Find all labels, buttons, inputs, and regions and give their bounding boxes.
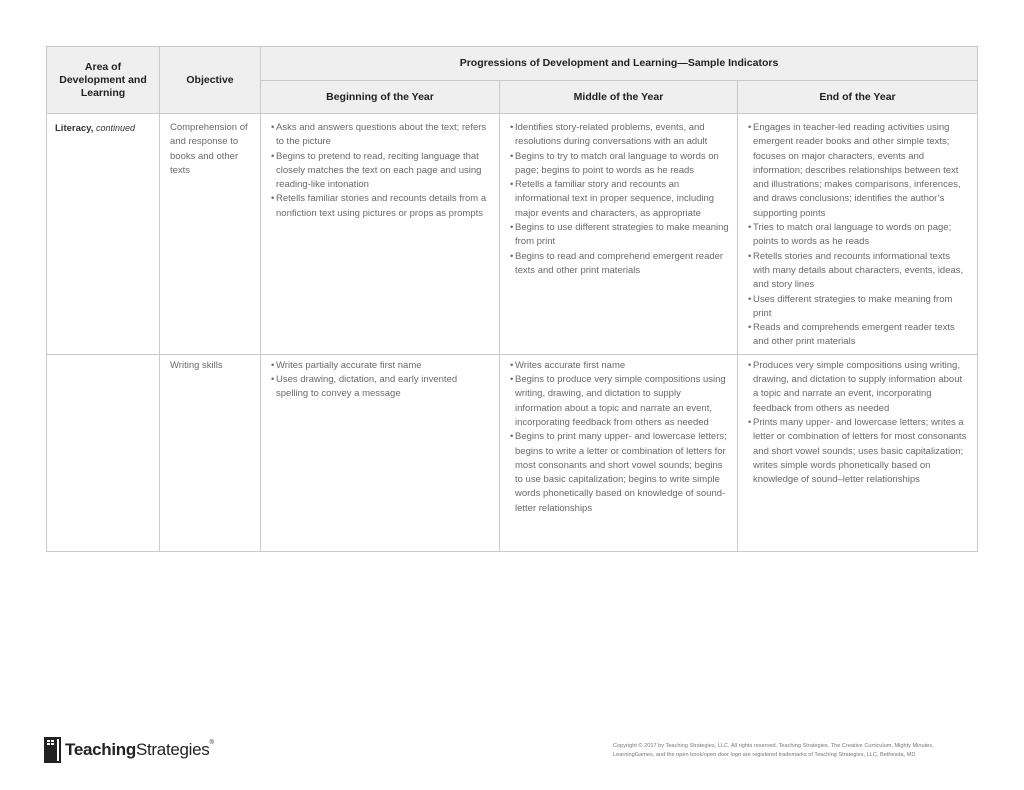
indicator-item: • Prints many upper- and lowercase letters; writes a letter or combination of letters for most consonants and short vowel sounds; uses basic capitalization; writes simple words phonetically based on knowledge of sound–letter relationships — [748, 416, 969, 487]
indicator-item: • Identifies story-related problems, events, and resolutions during conversations with an adult — [510, 121, 729, 150]
indicator-item: • Begins to try to match oral language to words on page; begins to point to words as he reads — [510, 150, 729, 179]
middle-cell — [500, 114, 738, 355]
area-cell — [47, 114, 160, 355]
indicator-item: • Uses drawing, dictation, and early invented spelling to convey a message — [271, 373, 491, 402]
indicator-item: • Begins to use different strategies to make meaning from print — [510, 221, 729, 250]
copyright-line: LearningGames, and the open book/open door logo are registered trademarks of Teaching Strategies, LLC, Bethesda, MD. — [613, 751, 918, 758]
end-column-header: End of the Year — [738, 81, 978, 114]
area-label: Literacy, — [55, 123, 94, 134]
objective-cell: Writing skills — [160, 354, 261, 551]
indicator-list — [510, 359, 729, 516]
indicator-list — [271, 359, 491, 402]
indicator-list — [748, 121, 969, 350]
indicator-item: • Retells a familiar story and recounts an informational text in proper sequence, including major events and characters, as appropriate — [510, 178, 729, 221]
copyright-notice — [613, 742, 983, 759]
indicator-item: • Reads and comprehends emergent reader texts and other print materials — [748, 321, 969, 350]
indicator-list — [510, 121, 729, 278]
indicator-item: • Produces very simple compositions using writing, drawing, and dictation to supply information about a topic and narrate an event, incorporating feedback from others as needed — [748, 359, 969, 416]
indicator-list — [748, 359, 969, 488]
indicator-item: • Retells stories and recounts informational texts with many details about characters, events, ideas, and story lines — [748, 250, 969, 293]
end-cell — [738, 114, 978, 355]
indicators-table — [46, 46, 978, 552]
open-door-icon — [44, 737, 61, 763]
table-row — [47, 114, 978, 355]
teaching-strategies-logo — [44, 737, 214, 763]
beginning-cell — [261, 114, 500, 355]
progressions-header: Progressions of Development and Learning—Sample Indicators — [261, 47, 978, 81]
area-column-header: Area of Development and Learning — [47, 47, 160, 114]
end-cell — [738, 354, 978, 551]
indicator-item: • Asks and answers questions about the text; refers to the picture — [271, 121, 491, 150]
indicator-item: • Engages in teacher-led reading activities using emergent reader books and other simple texts; focuses on major characters, events and information; describes relationships between text and illustrations; makes comparisons, inferences, and draws conclusions; identifies the author’s supporting points — [748, 121, 969, 221]
indicator-item: • Writes accurate first name — [510, 359, 729, 373]
indicator-item: • Begins to read and comprehend emergent reader texts and other print materials — [510, 250, 729, 279]
indicator-list — [271, 121, 491, 221]
middle-column-header: Middle of the Year — [500, 81, 738, 114]
indicator-item: • Retells familiar stories and recounts details from a nonfiction text using pictures or props as prompts — [271, 192, 491, 221]
beginning-column-header: Beginning of the Year — [261, 81, 500, 114]
indicator-item: • Begins to produce very simple compositions using writing, drawing, and dictation to supply information about a topic and narrate an event, incorporating feedback from others as needed — [510, 373, 729, 430]
logo-wordmark: TeachingStrategies® — [65, 740, 214, 759]
indicator-item: • Uses different strategies to make meaning from print — [748, 293, 969, 322]
indicator-item: • Writes partially accurate first name — [271, 359, 491, 373]
objective-cell: Comprehension of and response to books and other texts — [160, 114, 261, 355]
indicator-item: • Begins to pretend to read, reciting language that closely matches the text on each page and using reading-like intonation — [271, 150, 491, 193]
copyright-line: Copyright © 2017 by Teaching Strategies, LLC. All rights reserved. Teaching Strategies, The Creative Curriculum, Mighty Minutes, — [613, 743, 934, 749]
area-note: continued — [96, 123, 136, 133]
objective-column-header: Objective — [160, 47, 261, 114]
area-cell — [47, 354, 160, 551]
indicator-item: • Tries to match oral language to words on page; points to words as he reads — [748, 221, 969, 250]
indicator-item: • Begins to print many upper- and lowercase letters; begins to write a letter or combination of letters for most consonants and short vowel sounds; begins to use basic capitalization; begins to write simple words phonetically based on knowledge of sound-letter relationships — [510, 430, 729, 516]
middle-cell — [500, 354, 738, 551]
beginning-cell — [261, 354, 500, 551]
table-row — [47, 354, 978, 551]
